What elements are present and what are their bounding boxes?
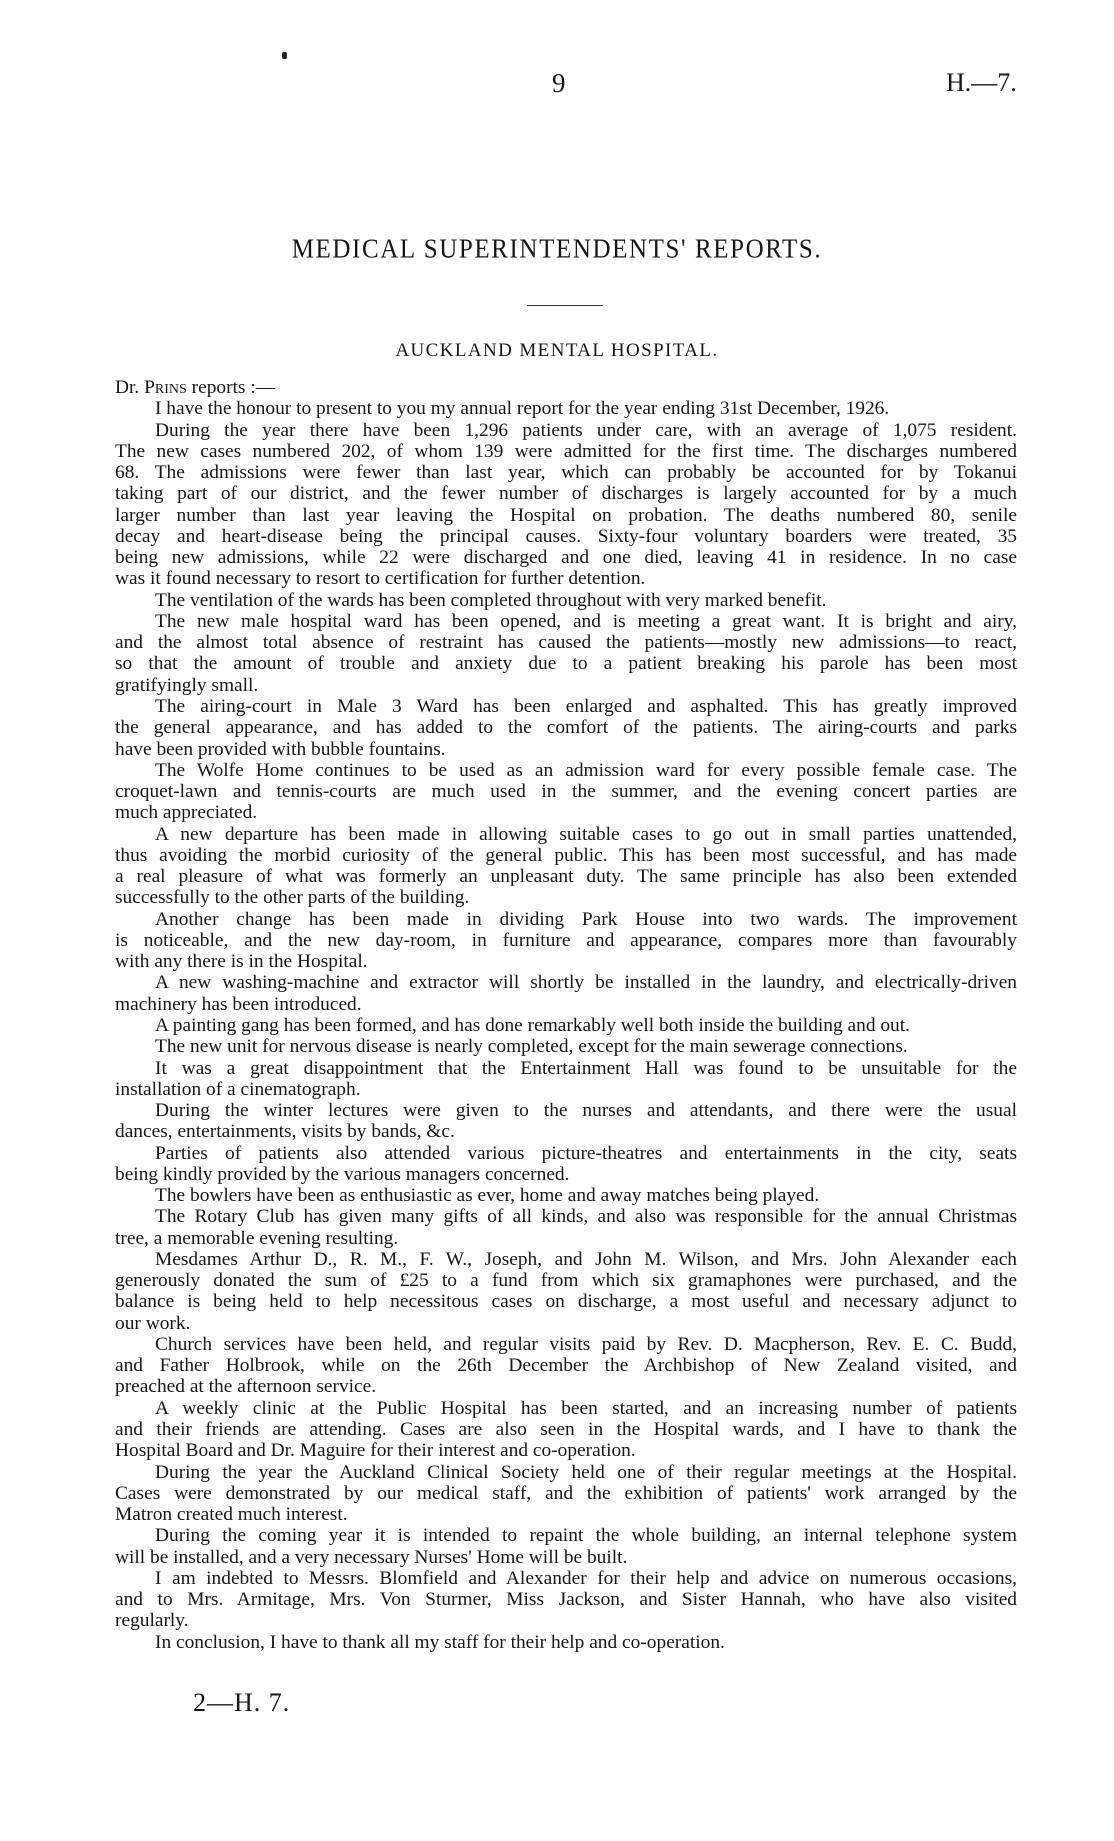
text-line: Church services have been held, and regular visits paid by Rev. D. Macpherson, Rev. E. C. Budd, xyxy=(155,1333,1017,1355)
text-line: During the year there have been 1,296 patients under care, with an average of 1,075 resident. xyxy=(155,419,1017,441)
paragraph xyxy=(115,1249,1017,1334)
text-line: preached at the afternoon service. xyxy=(115,1376,377,1398)
text-line: Cases were demonstrated by our medical staff, and the exhibition of patients' work arranged by the xyxy=(115,1482,1017,1504)
text-line: croquet-lawn and tennis-courts are much used in the summer, and the evening concert parties are xyxy=(115,781,1017,803)
paragraph xyxy=(115,1206,1017,1249)
text-line: and to Mrs. Armitage, Mrs. Von Sturmer, Miss Jackson, and Sister Hannah, who have also visited xyxy=(115,1589,1017,1611)
document-reference: H.—7. xyxy=(946,68,1017,97)
text-line: gratifyingly small. xyxy=(115,674,259,696)
text-line: During the coming year it is intended to repaint the whole building, an internal telephone system xyxy=(155,1525,1017,1547)
paragraph xyxy=(115,1334,1017,1398)
text-line: taking part of our district, and the fewer number of discharges is largely accounted for by a much xyxy=(115,483,1017,505)
paragraph xyxy=(115,1015,1017,1036)
author-name: Prins xyxy=(144,377,187,398)
paragraph xyxy=(115,1632,1017,1653)
text-line: During the winter lectures were given to the nurses and attendants, and there were the usual xyxy=(155,1100,1017,1122)
text-line: The new cases numbered 202, of whom 139 were admitted for the first time. The discharges numbered xyxy=(115,440,1017,462)
text-line: The Wolfe Home continues to be used as an admission ward for every possible female case. The xyxy=(155,759,1017,781)
text-line: 68. The admissions were fewer than last year, which can probably be accounted for by Tokanui xyxy=(115,462,1017,484)
report-intro xyxy=(115,377,1017,398)
text-line: I have the honour to present to you my annual report for the year ending 31st December, 1926. xyxy=(155,398,890,420)
text-line: During the year the Auckland Clinical Society held one of their regular meetings at the Hospital. xyxy=(155,1461,1017,1483)
text-line: dances, entertainments, visits by bands, &c. xyxy=(115,1121,455,1143)
paragraph xyxy=(115,824,1017,909)
text-line: The bowlers have been as enthusiastic as ever, home and away matches being played. xyxy=(155,1185,820,1207)
text-line: is noticeable, and the new day-room, in furniture and appearance, compares more than favourably xyxy=(115,929,1017,951)
paragraph xyxy=(115,1143,1017,1186)
text-line: and the almost total absence of restraint has caused the patients—mostly new admissions—to react, xyxy=(115,632,1017,654)
text-line: so that the amount of trouble and anxiety due to a patient breaking his parole has been most xyxy=(115,653,1017,675)
text-line: will be installed, and a very necessary Nurses' Home will be built. xyxy=(115,1546,628,1568)
text-line: decay and heart-disease being the principal causes. Sixty-four voluntary boarders were treated, 35 xyxy=(115,525,1017,547)
page-number: 9 xyxy=(552,68,566,98)
paragraph xyxy=(115,760,1017,824)
text-line: larger number than last year leaving the Hospital on probation. The deaths numbered 80, senile xyxy=(115,504,1017,526)
text-line: The ventilation of the wards has been completed throughout with very marked benefit. xyxy=(155,589,827,611)
text-line: have been provided with bubble fountains. xyxy=(115,738,446,760)
text-line: the general appearance, and has added to the comfort of the patients. The airing-courts and parks xyxy=(115,717,1017,739)
paragraph xyxy=(115,1568,1017,1632)
paragraph xyxy=(115,1398,1017,1462)
page-title: MEDICAL SUPERINTENDENTS' REPORTS. xyxy=(291,234,823,265)
paragraph xyxy=(115,1525,1017,1568)
text-line: I am indebted to Messrs. Blomfield and Alexander for their help and advice on numerous occasions, xyxy=(155,1567,1017,1589)
paragraph xyxy=(115,972,1017,1015)
text-line: Parties of patients also attended various picture-theatres and entertainments in the city, seats xyxy=(155,1142,1017,1164)
print-speck xyxy=(282,52,287,59)
text-line: being new admissions, while 22 were discharged and one died, leaving 41 in residence. In no case xyxy=(115,547,1017,569)
intro-suffix: reports :— xyxy=(186,377,276,398)
text-line: balance is being held to help necessitous cases on discharge, a most useful and necessary adjunct to xyxy=(115,1291,1017,1313)
text-line: A new washing-machine and extractor will shortly be installed in the laundry, and electrically-driven xyxy=(155,972,1017,994)
text-line: The new unit for nervous disease is nearly completed, except for the main sewerage connections. xyxy=(155,1036,908,1058)
paragraph xyxy=(115,398,1017,419)
text-line: A weekly clinic at the Public Hospital has been started, and an increasing number of patients xyxy=(155,1397,1017,1419)
text-line: our work. xyxy=(115,1312,191,1334)
text-line: was it found necessary to resort to certification for further detention. xyxy=(115,568,646,590)
text-line: being kindly provided by the various managers concerned. xyxy=(115,1163,570,1185)
paragraph xyxy=(115,1058,1017,1101)
text-line: It was a great disappointment that the Entertainment Hall was found to be unsuitable for the xyxy=(155,1057,1017,1079)
text-line: A painting gang has been formed, and has done remarkably well both inside the building and out. xyxy=(155,1014,910,1036)
paragraph xyxy=(115,696,1017,760)
text-line: successfully to the other parts of the building. xyxy=(115,887,470,909)
text-line: The airing-court in Male 3 Ward has been enlarged and asphalted. This has greatly improved xyxy=(155,695,1017,717)
text-line: regularly. xyxy=(115,1610,189,1632)
text-line: thus avoiding the morbid curiosity of the general public. This has been most successful, and has made xyxy=(115,844,1017,866)
divider-rule xyxy=(527,305,603,306)
paragraph xyxy=(115,909,1017,973)
text-line: Mesdames Arthur D., R. M., F. W., Joseph, and John M. Wilson, and Mrs. John Alexander each xyxy=(155,1248,1017,1270)
paragraph xyxy=(115,420,1017,590)
text-line: A new departure has been made in allowing suitable cases to go out in small parties unattended, xyxy=(155,823,1017,845)
text-line: generously donated the sum of £25 to a fund from which six gramaphones were purchased, and the xyxy=(115,1270,1017,1292)
text-line: In conclusion, I have to thank all my staff for their help and co-operation. xyxy=(155,1631,725,1653)
text-line: much appreciated. xyxy=(115,802,258,824)
paragraph xyxy=(115,1100,1017,1143)
signature-mark: 2—H. 7. xyxy=(193,1688,291,1717)
text-line: Matron created much interest. xyxy=(115,1504,348,1526)
paragraph xyxy=(115,611,1017,696)
text-line: The Rotary Club has given many gifts of all kinds, and also was responsible for the annual Christmas xyxy=(155,1206,1017,1228)
text-line: Another change has been made in dividing Park House into two wards. The improvement xyxy=(155,908,1017,930)
paragraph xyxy=(115,1462,1017,1526)
text-line: and their friends are attending. Cases are also seen in the Hospital wards, and I have to thank the xyxy=(115,1419,1017,1441)
text-line: The new male hospital ward has been opened, and is meeting a great want. It is bright and airy, xyxy=(155,610,1017,632)
paragraph xyxy=(115,1036,1017,1057)
text-line: tree, a memorable evening resulting. xyxy=(115,1227,399,1249)
text-line: a real pleasure of what was formerly an unpleasant duty. The same principle has also been extended xyxy=(115,866,1017,888)
report-body xyxy=(115,377,1017,1653)
section-heading: AUCKLAND MENTAL HOSPITAL. xyxy=(395,340,719,361)
text-line: machinery has been introduced. xyxy=(115,993,362,1015)
text-line: Hospital Board and Dr. Maguire for their interest and co-operation. xyxy=(115,1440,636,1462)
paragraph xyxy=(115,590,1017,611)
text-line: with any there is in the Hospital. xyxy=(115,951,368,973)
text-line: and Father Holbrook, while on the 26th December the Archbishop of New Zealand visited, and xyxy=(115,1355,1017,1377)
paragraph xyxy=(115,1185,1017,1206)
text-line: installation of a cinematograph. xyxy=(115,1078,361,1100)
intro-prefix: Dr. xyxy=(115,377,145,398)
